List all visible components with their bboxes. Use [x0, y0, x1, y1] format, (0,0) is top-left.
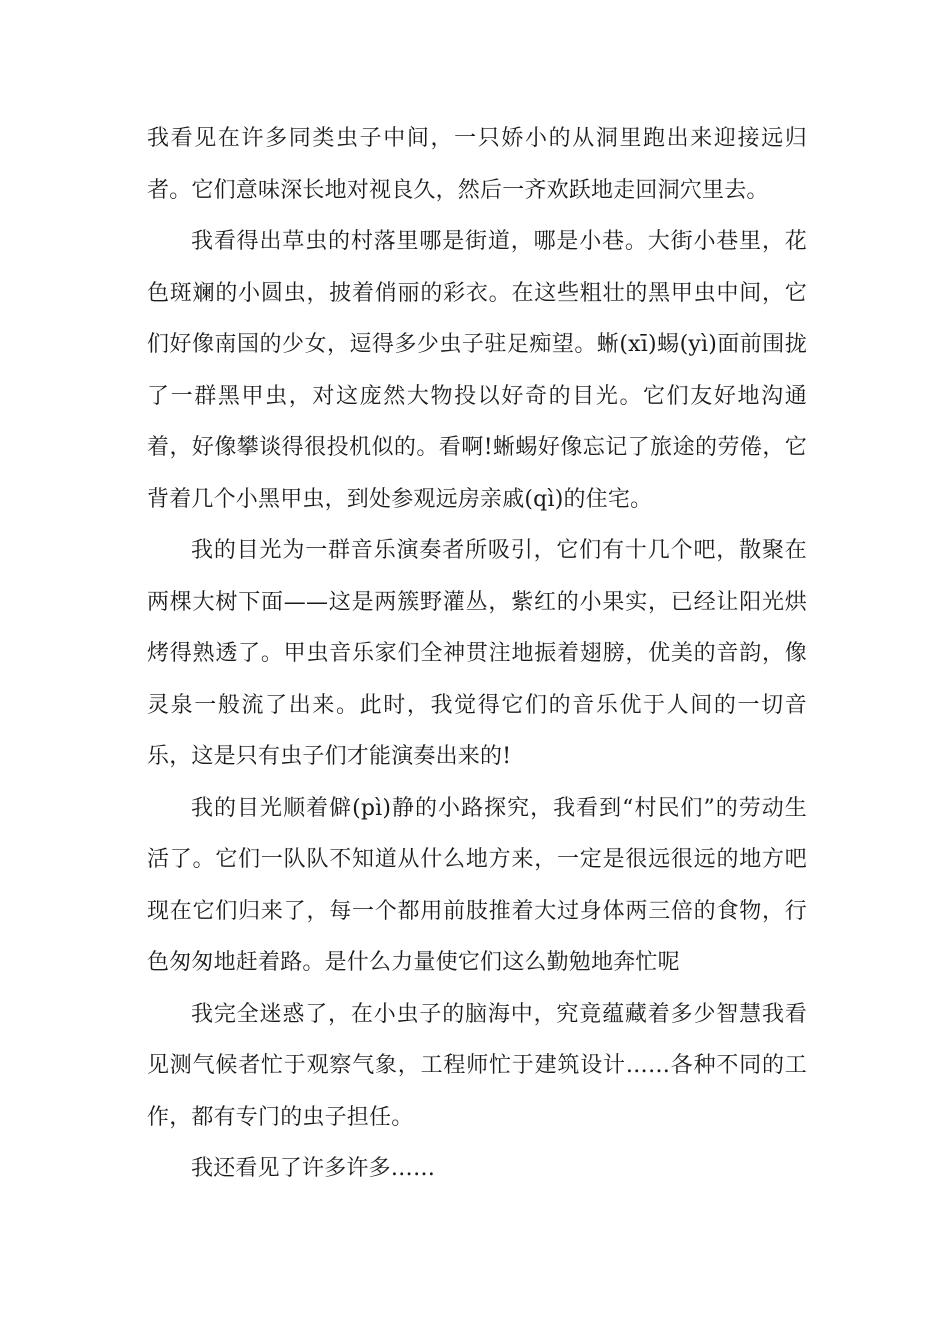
article-body — [147, 113, 807, 1195]
paragraph-1: 我看见在许多同类虫子中间，一只娇小的从洞里跑出来迎接远归者。它们意味深长地对视良久，然后一齐欢跃地走回洞穴里去。 — [147, 126, 807, 203]
paragraph-2: 我看得出草虫的村落里哪是街道，哪是小巷。大街小巷里，花色斑斓的小圆虫，披着俏丽的彩衣。在这些粗壮的黑甲虫中间，它们好像南国的少女，逗得多少虫子驻足痴望。蜥(xī)蜴(yì)面前围拢了一群黑甲虫，对这庞然大物投以好奇的目光。它们友好地沟通着，好像攀谈得很投机似的。看啊!蜥蜴好像忘记了旅途的劳倦，它背着几个小黑甲虫，到处参观远房亲戚(qì)的住宅。 — [147, 229, 807, 512]
paragraph-4: 我的目光顺着僻(pì)静的小路探究，我看到“村民们”的劳动生活了。它们一队队不知道从什么地方来，一定是很远很远的地方吧现在它们归来了，每一个都用前肢推着大过身体两三倍的食物，行色匆匆地赶着路。是什么力量使它们这么勤勉地奔忙呢 — [147, 795, 807, 975]
paragraph-3: 我的目光为一群音乐演奏者所吸引，它们有十几个吧，散聚在两棵大树下面——这是两簇野灌丛，紫红的小果实，已经让阳光烘烤得熟透了。甲虫音乐家们全神贯注地振着翅膀，优美的音韵，像灵泉一般流了出来。此时，我觉得它们的音乐优于人间的一切音乐，这是只有虫子们才能演奏出来的! — [147, 538, 807, 769]
paragraph-6: 我还看见了许多许多…… — [191, 1156, 436, 1181]
paragraph-5: 我完全迷惑了，在小虫子的脑海中，究竟蕴藏着多少智慧我看见测气候者忙于观察气象，工程师忙于建筑设计……各种不同的工作，都有专门的虫子担任。 — [147, 1001, 807, 1130]
